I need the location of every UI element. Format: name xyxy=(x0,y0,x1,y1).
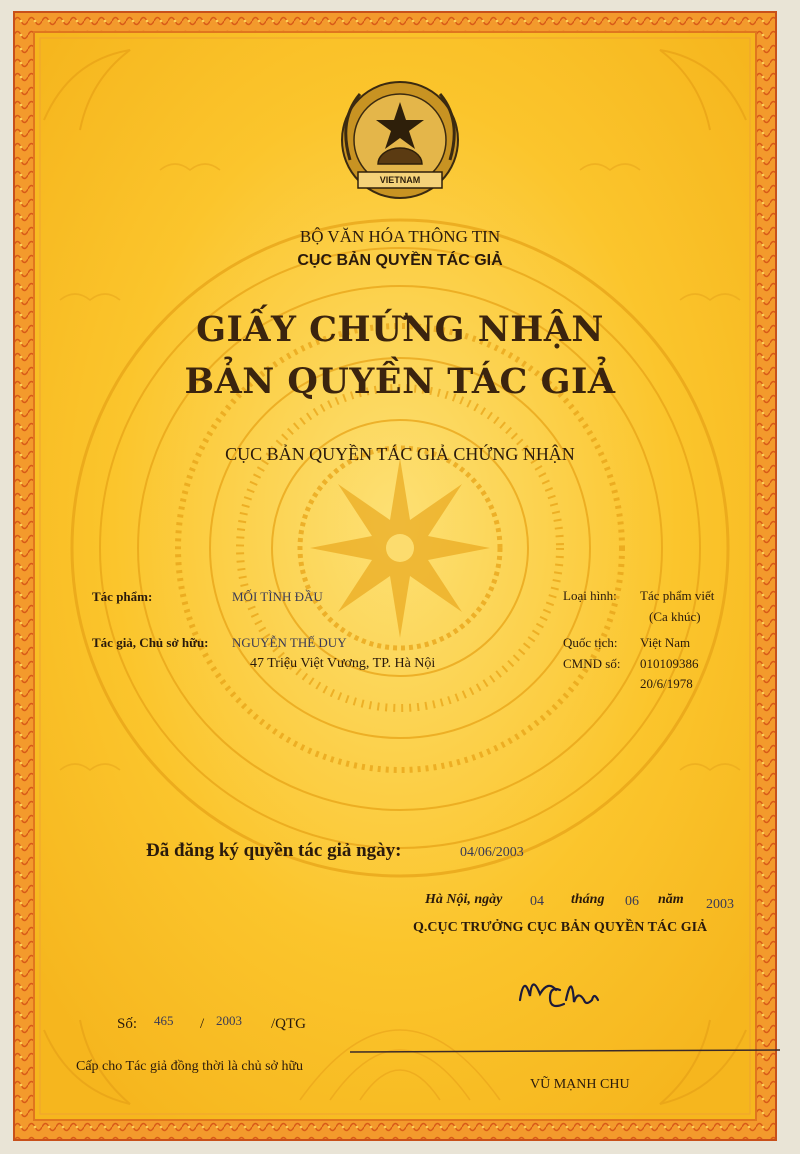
emblem-ribbon-text: VIETNAM xyxy=(379,175,421,185)
number-label: Số: xyxy=(117,1016,138,1032)
department-name: CỤC BẢN QUYỀN TÁC GIẢ xyxy=(297,252,503,269)
id-date: 20/6/1978 xyxy=(640,676,693,691)
certificate-title-line2: BẢN QUYỀN TÁC GIẢ xyxy=(184,361,616,402)
nationality-label: Quốc tịch: xyxy=(563,635,618,650)
dateline-day: 04 xyxy=(530,894,544,909)
number-value: 465 xyxy=(154,1013,174,1028)
dateline-prefix: Hà Nội, ngày xyxy=(425,892,503,907)
dateline-month-label: tháng xyxy=(571,892,605,907)
signatory-name: VŨ MẠNH CHU xyxy=(530,1077,630,1092)
dateline-year-label: năm xyxy=(658,892,684,907)
signatory-title: Q.CỤC TRƯỞNG CỤC BẢN QUYỀN TÁC GIẢ xyxy=(413,920,708,935)
ministry-name: BỘ VĂN HÓA THÔNG TIN xyxy=(299,227,501,246)
author-name: NGUYỄN THẾ DUY xyxy=(232,635,347,650)
type-label: Loại hình: xyxy=(563,588,617,603)
type-value: Tác phẩm viết xyxy=(640,588,715,603)
number-suffix: /QTG xyxy=(271,1016,306,1032)
registration-label: Đã đăng ký quyền tác giả ngày: xyxy=(146,840,402,861)
issued-to: Cấp cho Tác giả đồng thời là chủ sở hữu xyxy=(76,1059,304,1074)
id-label: CMND số: xyxy=(563,656,621,671)
certificate-subtitle: CỤC BẢN QUYỀN TÁC GIẢ CHỨNG NHẬN xyxy=(225,444,575,464)
type-value-secondary: (Ca khúc) xyxy=(649,609,701,624)
certificate-title-line1: GIẤY CHỨNG NHẬN xyxy=(196,309,604,350)
number-slash: / xyxy=(200,1016,205,1032)
id-value: 010109386 xyxy=(640,656,699,671)
registration-date: 04/06/2003 xyxy=(460,845,524,860)
number-year: 2003 xyxy=(216,1013,242,1028)
nationality-value: Việt Nam xyxy=(640,635,691,650)
author-label: Tác giả, Chủ sở hữu: xyxy=(92,635,209,650)
dateline-year: 2003 xyxy=(706,897,734,912)
dateline-month: 06 xyxy=(625,894,639,909)
work-label: Tác phẩm: xyxy=(92,589,153,604)
work-value: MỐI TÌNH ĐẦU xyxy=(232,589,323,604)
author-address: 47 Triệu Việt Vương, TP. Hà Nội xyxy=(250,656,436,671)
